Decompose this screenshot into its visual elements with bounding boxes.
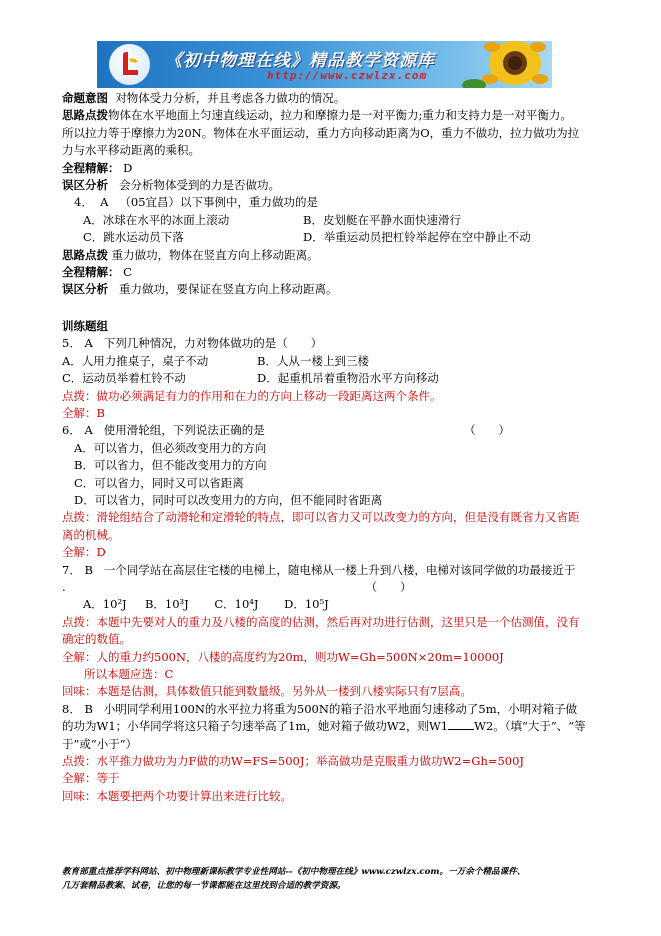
q5-option-d: D．起重机吊着重物沿水平方向移动 [257, 371, 439, 386]
banner-url[interactable]: http://www.czwlzx.com [267, 69, 428, 82]
q6-answer-paren: （ ） [464, 423, 510, 438]
q4-stem: 4． A （05宜昌）以下事例中，重力做功的是 [74, 195, 319, 210]
q4-options-row1 [62, 212, 598, 229]
q7-options [62, 596, 598, 613]
q5-stem: 5． A 下列几种情况，力对物体做功的是（ ） [62, 336, 323, 351]
q7-tip-line2: 确定的数值。 [62, 632, 131, 647]
q7-answer-paren: （ ） [365, 579, 412, 594]
q6-option-a: A．可以省力，但必须改变用力的方向 [74, 440, 267, 455]
banner-title: 《初中物理在线》精品教学资源库 [165, 51, 435, 71]
q5-options-row1 [62, 353, 598, 370]
q8-stem-line2: 的功为W1；小华同学将这只箱子匀速举高了1m，她对箱子做功W2，则W1 W2。（填“大于”、“等 [62, 719, 586, 734]
sunflower-icon [460, 41, 550, 88]
page-footer [62, 865, 598, 893]
q3-hint: 思路点拨物体在水平地面上匀速直线运动，拉力和摩擦力是一对平衡力;重力和支持力是一对平衡力。 [62, 108, 572, 123]
q7-paren-line: . （ ） [62, 579, 598, 596]
q4-option-a: A．冰球在水平的冰面上滚动 [83, 212, 230, 227]
q4-hint: 思路点拨 重力做功，物体在竖直方向上移动距离。 [62, 247, 319, 262]
q5-tip: 点拨：做功必须满足有力的作用和在力的方向上移动一段距离这两个条件。 [62, 388, 442, 403]
q6-answer: 全解：D [62, 545, 106, 560]
q3-hint-line3: 力与水平移动距离的乘积。 [62, 143, 200, 158]
q7-option-a: A．10²J [83, 597, 127, 612]
q4-options-row2 [62, 229, 598, 246]
q4-answer: 全程精解： C [62, 265, 132, 280]
q4-option-d: D．举重运动员把杠铃举起停在空中静止不动 [303, 230, 531, 245]
q7-review: 回味：本题是估测，具体数值只能到数量级。另外从一楼到八楼实际只有7层高。 [62, 684, 472, 699]
q6-tip: 点拨：滑轮组结合了动滑轮和定滑轮的特点，即可以省力又可以改变力的方向，但是没有既省力又省距 [62, 510, 580, 525]
q7-tip: 点拨：本题中先要对人的重力及八楼的高度的估测，然后再对功进行估测，这里只是一个估测值，没有 [62, 614, 580, 629]
q3-answer: 全程精解： D [62, 160, 133, 175]
q4-option-b: B．皮划艇在平静水面快速滑行 [303, 212, 461, 227]
q6-stem: 6． A 使用滑轮组，下列说法正确的是 （ ） [62, 422, 598, 439]
q8-stem: 8． B 小明同学利用100N的水平拉力将重为500N的箱子沿水平地面匀速移动了5m，小明对箱子做 [62, 701, 578, 716]
document-body [62, 90, 598, 805]
q8-answer-blank[interactable] [448, 729, 474, 730]
q8-stem-line3: 于”或“小于”） [62, 736, 138, 751]
q6-tip-line2: 离的机械。 [62, 527, 120, 542]
q7-answer-line2: 所以本题应选：C [84, 667, 174, 681]
logo-icon [121, 51, 140, 77]
q7-option-c: C．10⁴J [214, 597, 259, 612]
q7-stem: 7． B 一个同学站在高层住宅楼的电梯上，随电梯从一楼上升到八楼，电梯对该同学做的功最接近于 [62, 562, 576, 577]
q4-error-analysis: 误区分析 重力做功，要保证在竖直方向上移动距离。 [62, 282, 338, 297]
q5-option-b: B．人从一楼上到三楼 [257, 353, 369, 368]
q3-error-analysis: 误区分析 会分析物体受到的力是否做功。 [62, 178, 280, 193]
q6-option-d: D．可以省力，同时可以改变用力的方向，但不能同时省距离 [74, 492, 383, 507]
q3-hint-line2: 所以拉力等于摩擦力为20N。物体在水平面运动，重力方向移动距离为O，重力不做功，拉力做功为拉 [62, 125, 580, 140]
q6-option-b: B．可以省力，但不能改变用力的方向 [74, 458, 267, 473]
q7-answer: 全解：人的重力约500N，八楼的高度约为20m，则功W=Gh=500N×20m=10000J [62, 649, 504, 664]
footer-line1: 教育部重点推荐学科网站、初中物理新课标教学专业性网站--《初中物理在线》www.czwlzx.com。一万余个精品课件、 [62, 867, 526, 877]
q5-options-row2 [62, 370, 598, 387]
q5-option-a: A．人用力推桌子，桌子不动 [62, 353, 209, 368]
q6-option-c: C．可以省力，同时又可以省距离 [74, 475, 244, 490]
q8-tip: 点拨：水平推力做功为力F做的功W=FS=500J；举高做功是克服重力做功W2=Gh=500J [62, 754, 525, 769]
q8-review: 回味：本题要把两个功要计算出来进行比较。 [62, 788, 292, 803]
q4-option-c: C．跳水运动员下落 [83, 230, 184, 245]
q3-intent: 命题意图 对物体受力分析，并且考虑各力做功的情况。 [62, 91, 346, 105]
q7-option-b: B．10³J [144, 597, 189, 612]
q7-option-d: D．10⁵J [284, 597, 329, 612]
section-title: 训练题组 [62, 318, 108, 333]
header-banner [97, 41, 552, 88]
q8-answer: 全解：等于 [62, 771, 120, 786]
q5-answer: 全解：B [62, 405, 105, 420]
q5-option-c: C．运动员举着杠铃不动 [62, 371, 186, 386]
footer-line2: 几万套精品教案、试卷，让您的每一节课都能在这里找到合适的教学资源。 [62, 881, 346, 891]
